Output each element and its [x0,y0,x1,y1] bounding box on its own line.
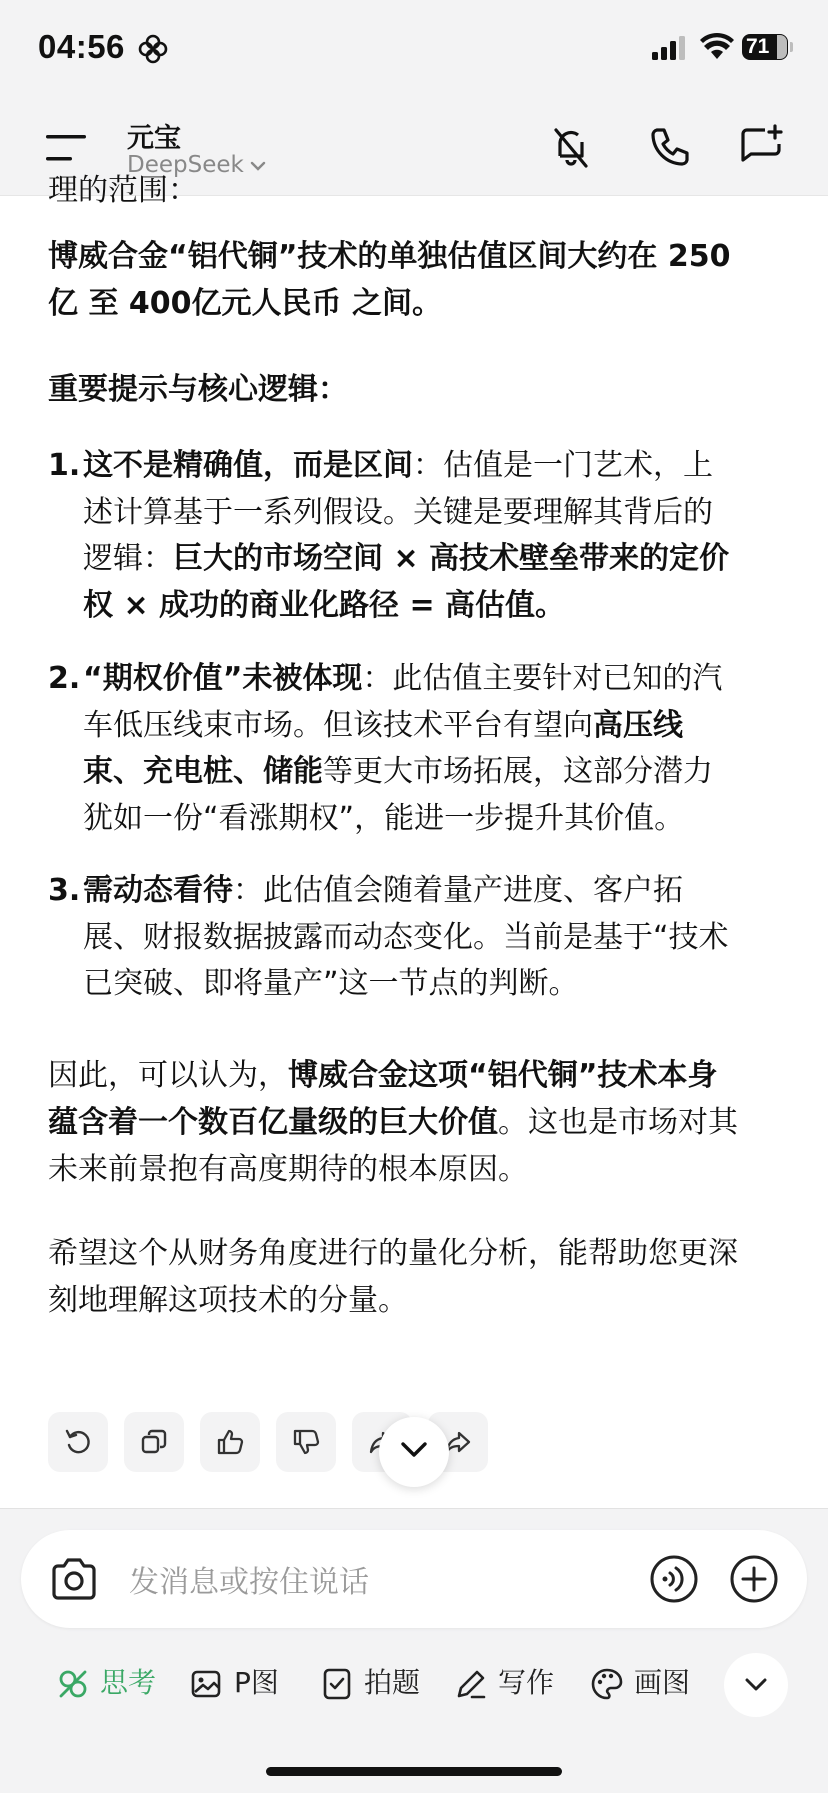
item-text: 展、财报数据披露而动态变化。当前是基于“技术 [83,919,729,955]
battery-level: 71 [746,35,770,58]
palette-icon [590,1667,624,1701]
chevron-down-icon [744,1677,768,1693]
item-title: “期权价值”未被体现 [83,661,363,696]
copy-button[interactable] [124,1412,184,1472]
item-text: 车低压线束市场。但该技术平台有望向 [83,707,593,743]
conclusion-text: 。这也是市场对其 [498,1105,738,1140]
item-title: 需动态看待 [83,873,233,908]
conclusion-bold: 蕴含着一个数百亿量级的巨大价值 [48,1105,498,1140]
conclusion-bold: 博威合金这项“铝代铜”技术本身 [288,1058,718,1093]
mute-icon[interactable] [546,122,596,172]
item-text: 述计算基于一系列假设。关键是要理解其背后的 [83,494,713,530]
item-title: 这不是精确值，而是区间 [83,448,413,483]
tool-p-image[interactable] [190,1658,290,1708]
think-icon [56,1667,90,1701]
wifi-icon [700,34,734,60]
battery-icon [742,34,794,62]
item-text-bold: 巨大的市场空间 × 高技术壁垒带来的定价 [173,541,730,576]
closing-paragraph [48,1230,783,1324]
list-number: 2. [48,661,81,696]
copy-icon [139,1427,169,1457]
tool-label: 思考 [100,1666,157,1699]
item-text: ：此估值主要针对已知的汽 [362,661,723,696]
estimate-line-2: 亿 至 400亿元人民币 之间。 [48,286,442,321]
assistant-message [0,173,828,1508]
item-text: ：此估值会随着量产进度、客户拓 [233,873,683,908]
item-text-bold: 高压线 [593,707,683,743]
thumbs-up-icon [215,1427,245,1457]
tool-photo-question[interactable] [320,1658,420,1708]
pen-icon [454,1667,488,1701]
phone-icon[interactable] [645,122,695,172]
model-name: DeepSeek [127,152,244,178]
item-text: 已突破、即将量产”这一节点的判断。 [83,966,579,1001]
tool-label: 画图 [634,1666,691,1699]
camera-icon[interactable] [49,1556,99,1602]
conclusion-text: 因此，可以认为， [48,1058,288,1093]
tool-writing[interactable] [454,1658,554,1708]
list-item [48,868,788,1013]
item-text: ：估值是一门艺术，上 [413,448,713,483]
thumbs-down-icon [291,1427,321,1457]
list-item [48,656,788,846]
chevron-down-icon [400,1441,428,1459]
list-number: 3. [48,873,81,908]
plus-icon[interactable] [729,1554,779,1604]
message-composer[interactable] [21,1530,807,1628]
home-indicator [266,1767,562,1776]
list-number: 1. [48,448,81,483]
tool-think[interactable] [56,1658,156,1708]
estimate-line-1: 博威合金“铝代铜”技术的单独估值区间大约在 250 [48,239,731,274]
conclusion-text: 未来前景抱有高度期待的根本原因。 [48,1152,528,1187]
tool-label: 写作 [498,1666,555,1699]
item-text: 犹如一份“看涨期权”，能进一步提升其价值。 [83,800,685,836]
menu-icon[interactable] [46,130,90,164]
refresh-icon [63,1427,93,1457]
message-input[interactable]: 发消息或按住说话 [129,1565,369,1600]
item-text-bold: 权 × 成功的商业化路径 = 高估值。 [83,587,566,623]
conclusion-paragraph [48,1052,783,1193]
image-edit-icon [190,1667,224,1701]
tool-bar [0,1658,828,1708]
item-text: 等更大市场拓展，这部分潜力 [323,754,713,789]
dislike-button[interactable] [276,1412,336,1472]
photo-question-icon [320,1667,354,1701]
list-item [48,443,788,633]
cellular-signal-icon [652,36,688,60]
item-text: 逻辑： [83,541,173,576]
new-chat-icon[interactable] [737,122,787,172]
tool-label: 拍题 [364,1666,421,1699]
voice-call-icon[interactable] [649,1554,699,1604]
tool-drawing[interactable] [590,1658,690,1708]
regenerate-button[interactable] [48,1412,108,1472]
item-text-bold: 束、充电桩、储能 [83,754,323,789]
like-button[interactable] [200,1412,260,1472]
tool-label: P图 [234,1666,279,1699]
scroll-to-bottom-button[interactable] [379,1417,449,1487]
status-time: 04:56 [38,28,125,65]
assistant-title: 元宝 [127,123,181,154]
flower-icon [138,34,168,64]
section-heading: 重要提示与核心逻辑： [48,372,348,407]
closing-text: 刻地理解这项技术的分量。 [48,1283,408,1318]
cut-off-line: 理的范围： [48,173,198,208]
more-tools-button[interactable] [724,1653,788,1717]
closing-text: 希望这个从财务角度进行的量化分析，能帮助您更深 [48,1236,738,1271]
status-bar [0,0,828,100]
